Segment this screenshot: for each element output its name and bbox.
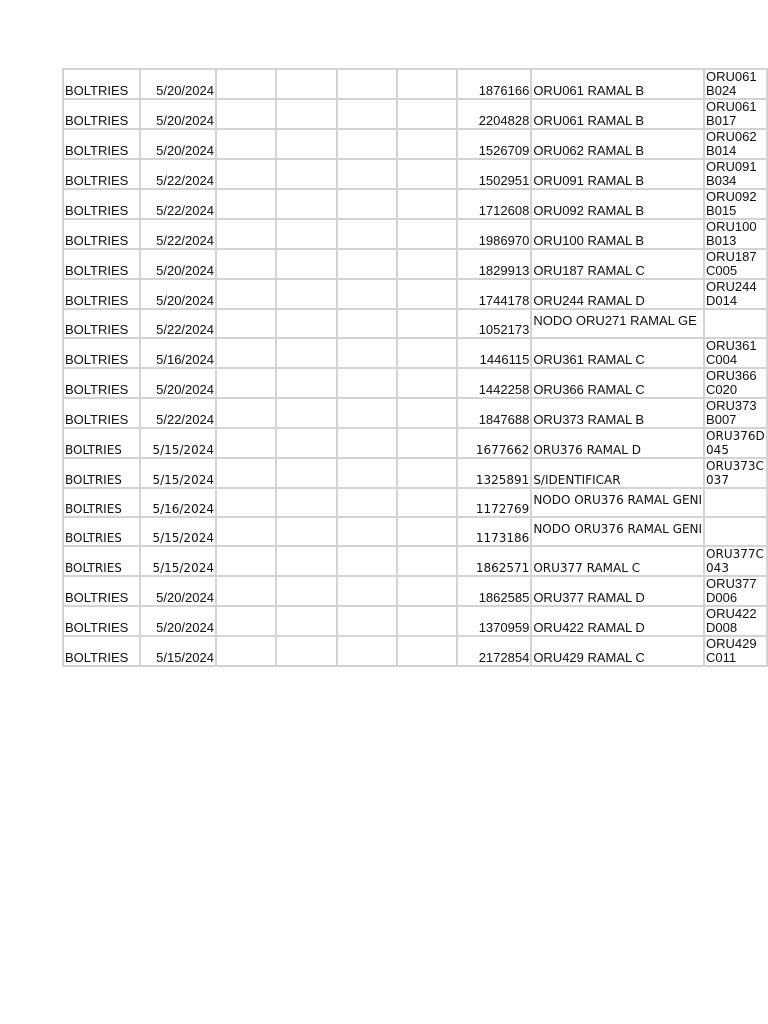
- table-row: [63, 279, 767, 309]
- empty-cell[interactable]: [337, 517, 397, 546]
- company-cell[interactable]: BOLTRIES: [63, 458, 140, 488]
- table-row: [63, 428, 767, 458]
- company-cell[interactable]: BOLTRIES: [63, 636, 140, 666]
- empty-cell[interactable]: [397, 488, 457, 517]
- id-cell[interactable]: 1712608: [457, 189, 531, 219]
- id-cell[interactable]: 1172769: [457, 488, 531, 517]
- empty-cell[interactable]: [337, 606, 397, 636]
- empty-cell[interactable]: [216, 159, 276, 189]
- code-cell[interactable]: ORU377C043: [704, 546, 767, 576]
- id-cell[interactable]: 1876166: [457, 69, 531, 99]
- table-row: [63, 576, 767, 606]
- empty-cell[interactable]: [276, 636, 336, 666]
- company-cell[interactable]: BOLTRIES: [63, 488, 140, 517]
- node-cell[interactable]: ORU100 RAMAL B: [531, 219, 704, 249]
- empty-cell[interactable]: [216, 189, 276, 219]
- id-cell[interactable]: 1847688: [457, 398, 531, 428]
- empty-cell[interactable]: [276, 189, 336, 219]
- table-row: [63, 458, 767, 488]
- node-cell[interactable]: ORU061 RAMAL B: [531, 99, 704, 129]
- node-cell[interactable]: ORU373 RAMAL B: [531, 398, 704, 428]
- date-cell[interactable]: 5/22/2024: [140, 219, 216, 249]
- table-row: [63, 69, 767, 99]
- empty-cell[interactable]: [216, 517, 276, 546]
- empty-cell[interactable]: [276, 99, 336, 129]
- empty-cell[interactable]: [276, 606, 336, 636]
- code-cell[interactable]: ORU422D008: [704, 606, 767, 636]
- empty-cell[interactable]: [276, 368, 336, 398]
- table-row: [63, 129, 767, 159]
- table-row: [63, 368, 767, 398]
- empty-cell[interactable]: [337, 576, 397, 606]
- date-cell[interactable]: 5/20/2024: [140, 576, 216, 606]
- table-row: [63, 546, 767, 576]
- id-cell[interactable]: 2172854: [457, 636, 531, 666]
- empty-cell[interactable]: [337, 338, 397, 368]
- empty-cell[interactable]: [397, 249, 457, 279]
- empty-cell[interactable]: [337, 428, 397, 458]
- node-cell[interactable]: ORU376 RAMAL D: [531, 428, 704, 458]
- company-cell[interactable]: BOLTRIES: [63, 129, 140, 159]
- id-cell[interactable]: 2204828: [457, 99, 531, 129]
- date-cell[interactable]: 5/20/2024: [140, 99, 216, 129]
- empty-cell[interactable]: [276, 249, 336, 279]
- empty-cell[interactable]: [397, 428, 457, 458]
- node-cell[interactable]: ORU361 RAMAL C: [531, 338, 704, 368]
- empty-cell[interactable]: [337, 249, 397, 279]
- code-cell[interactable]: [704, 488, 767, 517]
- node-cell[interactable]: ORU244 RAMAL D: [531, 279, 704, 309]
- date-cell[interactable]: 5/22/2024: [140, 159, 216, 189]
- table-row: [63, 159, 767, 189]
- node-cell[interactable]: [531, 309, 704, 338]
- id-cell[interactable]: 1052173: [457, 309, 531, 338]
- table-row: [63, 189, 767, 219]
- node-cell[interactable]: [531, 488, 704, 517]
- company-cell[interactable]: BOLTRIES: [63, 279, 140, 309]
- code-cell[interactable]: ORU062B014: [704, 129, 767, 159]
- node-cell[interactable]: ORU366 RAMAL C: [531, 368, 704, 398]
- empty-cell[interactable]: [216, 279, 276, 309]
- empty-cell[interactable]: [216, 546, 276, 576]
- code-cell[interactable]: ORU061B017: [704, 99, 767, 129]
- code-cell[interactable]: ORU373C037: [704, 458, 767, 488]
- empty-cell[interactable]: [276, 398, 336, 428]
- table-row: [63, 219, 767, 249]
- empty-cell[interactable]: [216, 458, 276, 488]
- empty-cell[interactable]: [397, 368, 457, 398]
- spreadsheet-table: [62, 68, 768, 667]
- company-cell[interactable]: BOLTRIES: [63, 338, 140, 368]
- empty-cell[interactable]: [397, 69, 457, 99]
- empty-cell[interactable]: [216, 309, 276, 338]
- node-cell[interactable]: ORU377 RAMAL C: [531, 546, 704, 576]
- empty-cell[interactable]: [397, 159, 457, 189]
- date-cell[interactable]: 5/22/2024: [140, 398, 216, 428]
- company-cell[interactable]: BOLTRIES: [63, 606, 140, 636]
- empty-cell[interactable]: [337, 279, 397, 309]
- empty-cell[interactable]: [337, 368, 397, 398]
- company-cell[interactable]: BOLTRIES: [63, 546, 140, 576]
- empty-cell[interactable]: [276, 129, 336, 159]
- company-cell[interactable]: BOLTRIES: [63, 517, 140, 546]
- empty-cell[interactable]: [337, 398, 397, 428]
- node-text: NODO ORU376 RAMAL GENI: [533, 493, 703, 507]
- code-cell[interactable]: ORU361C004: [704, 338, 767, 368]
- node-cell[interactable]: ORU422 RAMAL D: [531, 606, 704, 636]
- company-cell[interactable]: BOLTRIES: [63, 219, 140, 249]
- node-cell[interactable]: ORU377 RAMAL D: [531, 576, 704, 606]
- node-text: NODO ORU376 RAMAL GENI: [533, 522, 703, 536]
- table-row: [63, 517, 767, 546]
- empty-cell[interactable]: [276, 546, 336, 576]
- code-cell[interactable]: ORU373B007: [704, 398, 767, 428]
- company-cell[interactable]: BOLTRIES: [63, 368, 140, 398]
- node-cell[interactable]: ORU062 RAMAL B: [531, 129, 704, 159]
- code-cell[interactable]: ORU429C011: [704, 636, 767, 666]
- date-cell[interactable]: 5/20/2024: [140, 249, 216, 279]
- table-row: [63, 398, 767, 428]
- empty-cell[interactable]: [216, 338, 276, 368]
- node-cell[interactable]: ORU187 RAMAL C: [531, 249, 704, 279]
- id-cell[interactable]: 1446115: [457, 338, 531, 368]
- empty-cell[interactable]: [397, 99, 457, 129]
- table-row: [63, 249, 767, 279]
- code-cell[interactable]: ORU187C005: [704, 249, 767, 279]
- empty-cell[interactable]: [337, 99, 397, 129]
- date-cell[interactable]: 5/15/2024: [140, 636, 216, 666]
- code-cell[interactable]: ORU061B024: [704, 69, 767, 99]
- company-cell[interactable]: BOLTRIES: [63, 99, 140, 129]
- code-cell[interactable]: ORU366C020: [704, 368, 767, 398]
- empty-cell[interactable]: [397, 309, 457, 338]
- company-cell[interactable]: BOLTRIES: [63, 69, 140, 99]
- empty-cell[interactable]: [397, 219, 457, 249]
- id-cell[interactable]: 1829913: [457, 249, 531, 279]
- empty-cell[interactable]: [397, 576, 457, 606]
- company-cell[interactable]: BOLTRIES: [63, 309, 140, 338]
- id-cell[interactable]: 1502951: [457, 159, 531, 189]
- id-cell[interactable]: 1677662: [457, 428, 531, 458]
- code-cell[interactable]: [704, 309, 767, 338]
- code-cell[interactable]: ORU100B013: [704, 219, 767, 249]
- date-cell[interactable]: 5/22/2024: [140, 309, 216, 338]
- date-cell[interactable]: 5/20/2024: [140, 279, 216, 309]
- company-cell[interactable]: BOLTRIES: [63, 159, 140, 189]
- empty-cell[interactable]: [337, 309, 397, 338]
- code-cell[interactable]: ORU244D014: [704, 279, 767, 309]
- empty-cell[interactable]: [216, 219, 276, 249]
- node-cell[interactable]: ORU061 RAMAL B: [531, 69, 704, 99]
- company-cell[interactable]: BOLTRIES: [63, 249, 140, 279]
- date-cell[interactable]: 5/16/2024: [140, 488, 216, 517]
- empty-cell[interactable]: [276, 458, 336, 488]
- empty-cell[interactable]: [397, 606, 457, 636]
- id-cell[interactable]: 1986970: [457, 219, 531, 249]
- empty-cell[interactable]: [216, 368, 276, 398]
- node-cell[interactable]: S/IDENTIFICAR: [531, 458, 704, 488]
- node-cell[interactable]: ORU091 RAMAL B: [531, 159, 704, 189]
- empty-cell[interactable]: [397, 189, 457, 219]
- empty-cell[interactable]: [216, 488, 276, 517]
- code-cell[interactable]: [704, 517, 767, 546]
- empty-cell[interactable]: [397, 546, 457, 576]
- date-cell[interactable]: 5/20/2024: [140, 606, 216, 636]
- date-cell[interactable]: 5/15/2024: [140, 517, 216, 546]
- date-cell[interactable]: 5/15/2024: [140, 546, 216, 576]
- empty-cell[interactable]: [337, 546, 397, 576]
- company-cell[interactable]: BOLTRIES: [63, 428, 140, 458]
- date-cell[interactable]: 5/16/2024: [140, 338, 216, 368]
- id-cell[interactable]: 1442258: [457, 368, 531, 398]
- empty-cell[interactable]: [397, 458, 457, 488]
- table-row: [63, 99, 767, 129]
- date-cell[interactable]: 5/20/2024: [140, 69, 216, 99]
- date-cell[interactable]: 5/22/2024: [140, 189, 216, 219]
- empty-cell[interactable]: [337, 129, 397, 159]
- empty-cell[interactable]: [216, 249, 276, 279]
- code-cell[interactable]: ORU092B015: [704, 189, 767, 219]
- empty-cell[interactable]: [276, 309, 336, 338]
- id-cell[interactable]: 1325891: [457, 458, 531, 488]
- empty-cell[interactable]: [216, 636, 276, 666]
- empty-cell[interactable]: [337, 458, 397, 488]
- table-row: [63, 309, 767, 338]
- id-cell[interactable]: 1370959: [457, 606, 531, 636]
- empty-cell[interactable]: [337, 189, 397, 219]
- company-cell[interactable]: BOLTRIES: [63, 576, 140, 606]
- id-cell[interactable]: 1526709: [457, 129, 531, 159]
- empty-cell[interactable]: [337, 159, 397, 189]
- empty-cell[interactable]: [276, 338, 336, 368]
- empty-cell[interactable]: [276, 159, 336, 189]
- empty-cell[interactable]: [276, 576, 336, 606]
- table-row: [63, 606, 767, 636]
- empty-cell[interactable]: [397, 636, 457, 666]
- empty-cell[interactable]: [276, 517, 336, 546]
- id-cell[interactable]: 1173186: [457, 517, 531, 546]
- date-cell[interactable]: 5/15/2024: [140, 458, 216, 488]
- table-row: [63, 488, 767, 517]
- empty-cell[interactable]: [216, 576, 276, 606]
- empty-cell[interactable]: [216, 69, 276, 99]
- id-cell[interactable]: 1744178: [457, 279, 531, 309]
- empty-cell[interactable]: [276, 219, 336, 249]
- empty-cell[interactable]: [216, 398, 276, 428]
- empty-cell[interactable]: [397, 338, 457, 368]
- empty-cell[interactable]: [337, 488, 397, 517]
- table-body: [63, 69, 767, 666]
- node-cell[interactable]: ORU429 RAMAL C: [531, 636, 704, 666]
- node-text: NODO ORU271 RAMAL GE: [533, 314, 697, 328]
- empty-cell[interactable]: [216, 428, 276, 458]
- company-cell[interactable]: BOLTRIES: [63, 398, 140, 428]
- date-cell[interactable]: 5/20/2024: [140, 368, 216, 398]
- empty-cell[interactable]: [216, 606, 276, 636]
- empty-cell[interactable]: [397, 279, 457, 309]
- node-cell[interactable]: ORU092 RAMAL B: [531, 189, 704, 219]
- empty-cell[interactable]: [397, 398, 457, 428]
- date-cell[interactable]: 5/20/2024: [140, 129, 216, 159]
- empty-cell[interactable]: [397, 129, 457, 159]
- empty-cell[interactable]: [276, 488, 336, 517]
- code-cell[interactable]: ORU377D006: [704, 576, 767, 606]
- id-cell[interactable]: 1862571: [457, 546, 531, 576]
- code-cell[interactable]: ORU091B034: [704, 159, 767, 189]
- empty-cell[interactable]: [337, 636, 397, 666]
- empty-cell[interactable]: [337, 219, 397, 249]
- empty-cell[interactable]: [216, 99, 276, 129]
- date-cell[interactable]: 5/15/2024: [140, 428, 216, 458]
- empty-cell[interactable]: [276, 69, 336, 99]
- id-cell[interactable]: 1862585: [457, 576, 531, 606]
- table-row: [63, 338, 767, 368]
- code-cell[interactable]: ORU376D045: [704, 428, 767, 458]
- empty-cell[interactable]: [276, 428, 336, 458]
- empty-cell[interactable]: [337, 69, 397, 99]
- node-cell[interactable]: [531, 517, 704, 546]
- empty-cell[interactable]: [216, 129, 276, 159]
- company-cell[interactable]: BOLTRIES: [63, 189, 140, 219]
- empty-cell[interactable]: [276, 279, 336, 309]
- table-row: [63, 636, 767, 666]
- empty-cell[interactable]: [397, 517, 457, 546]
